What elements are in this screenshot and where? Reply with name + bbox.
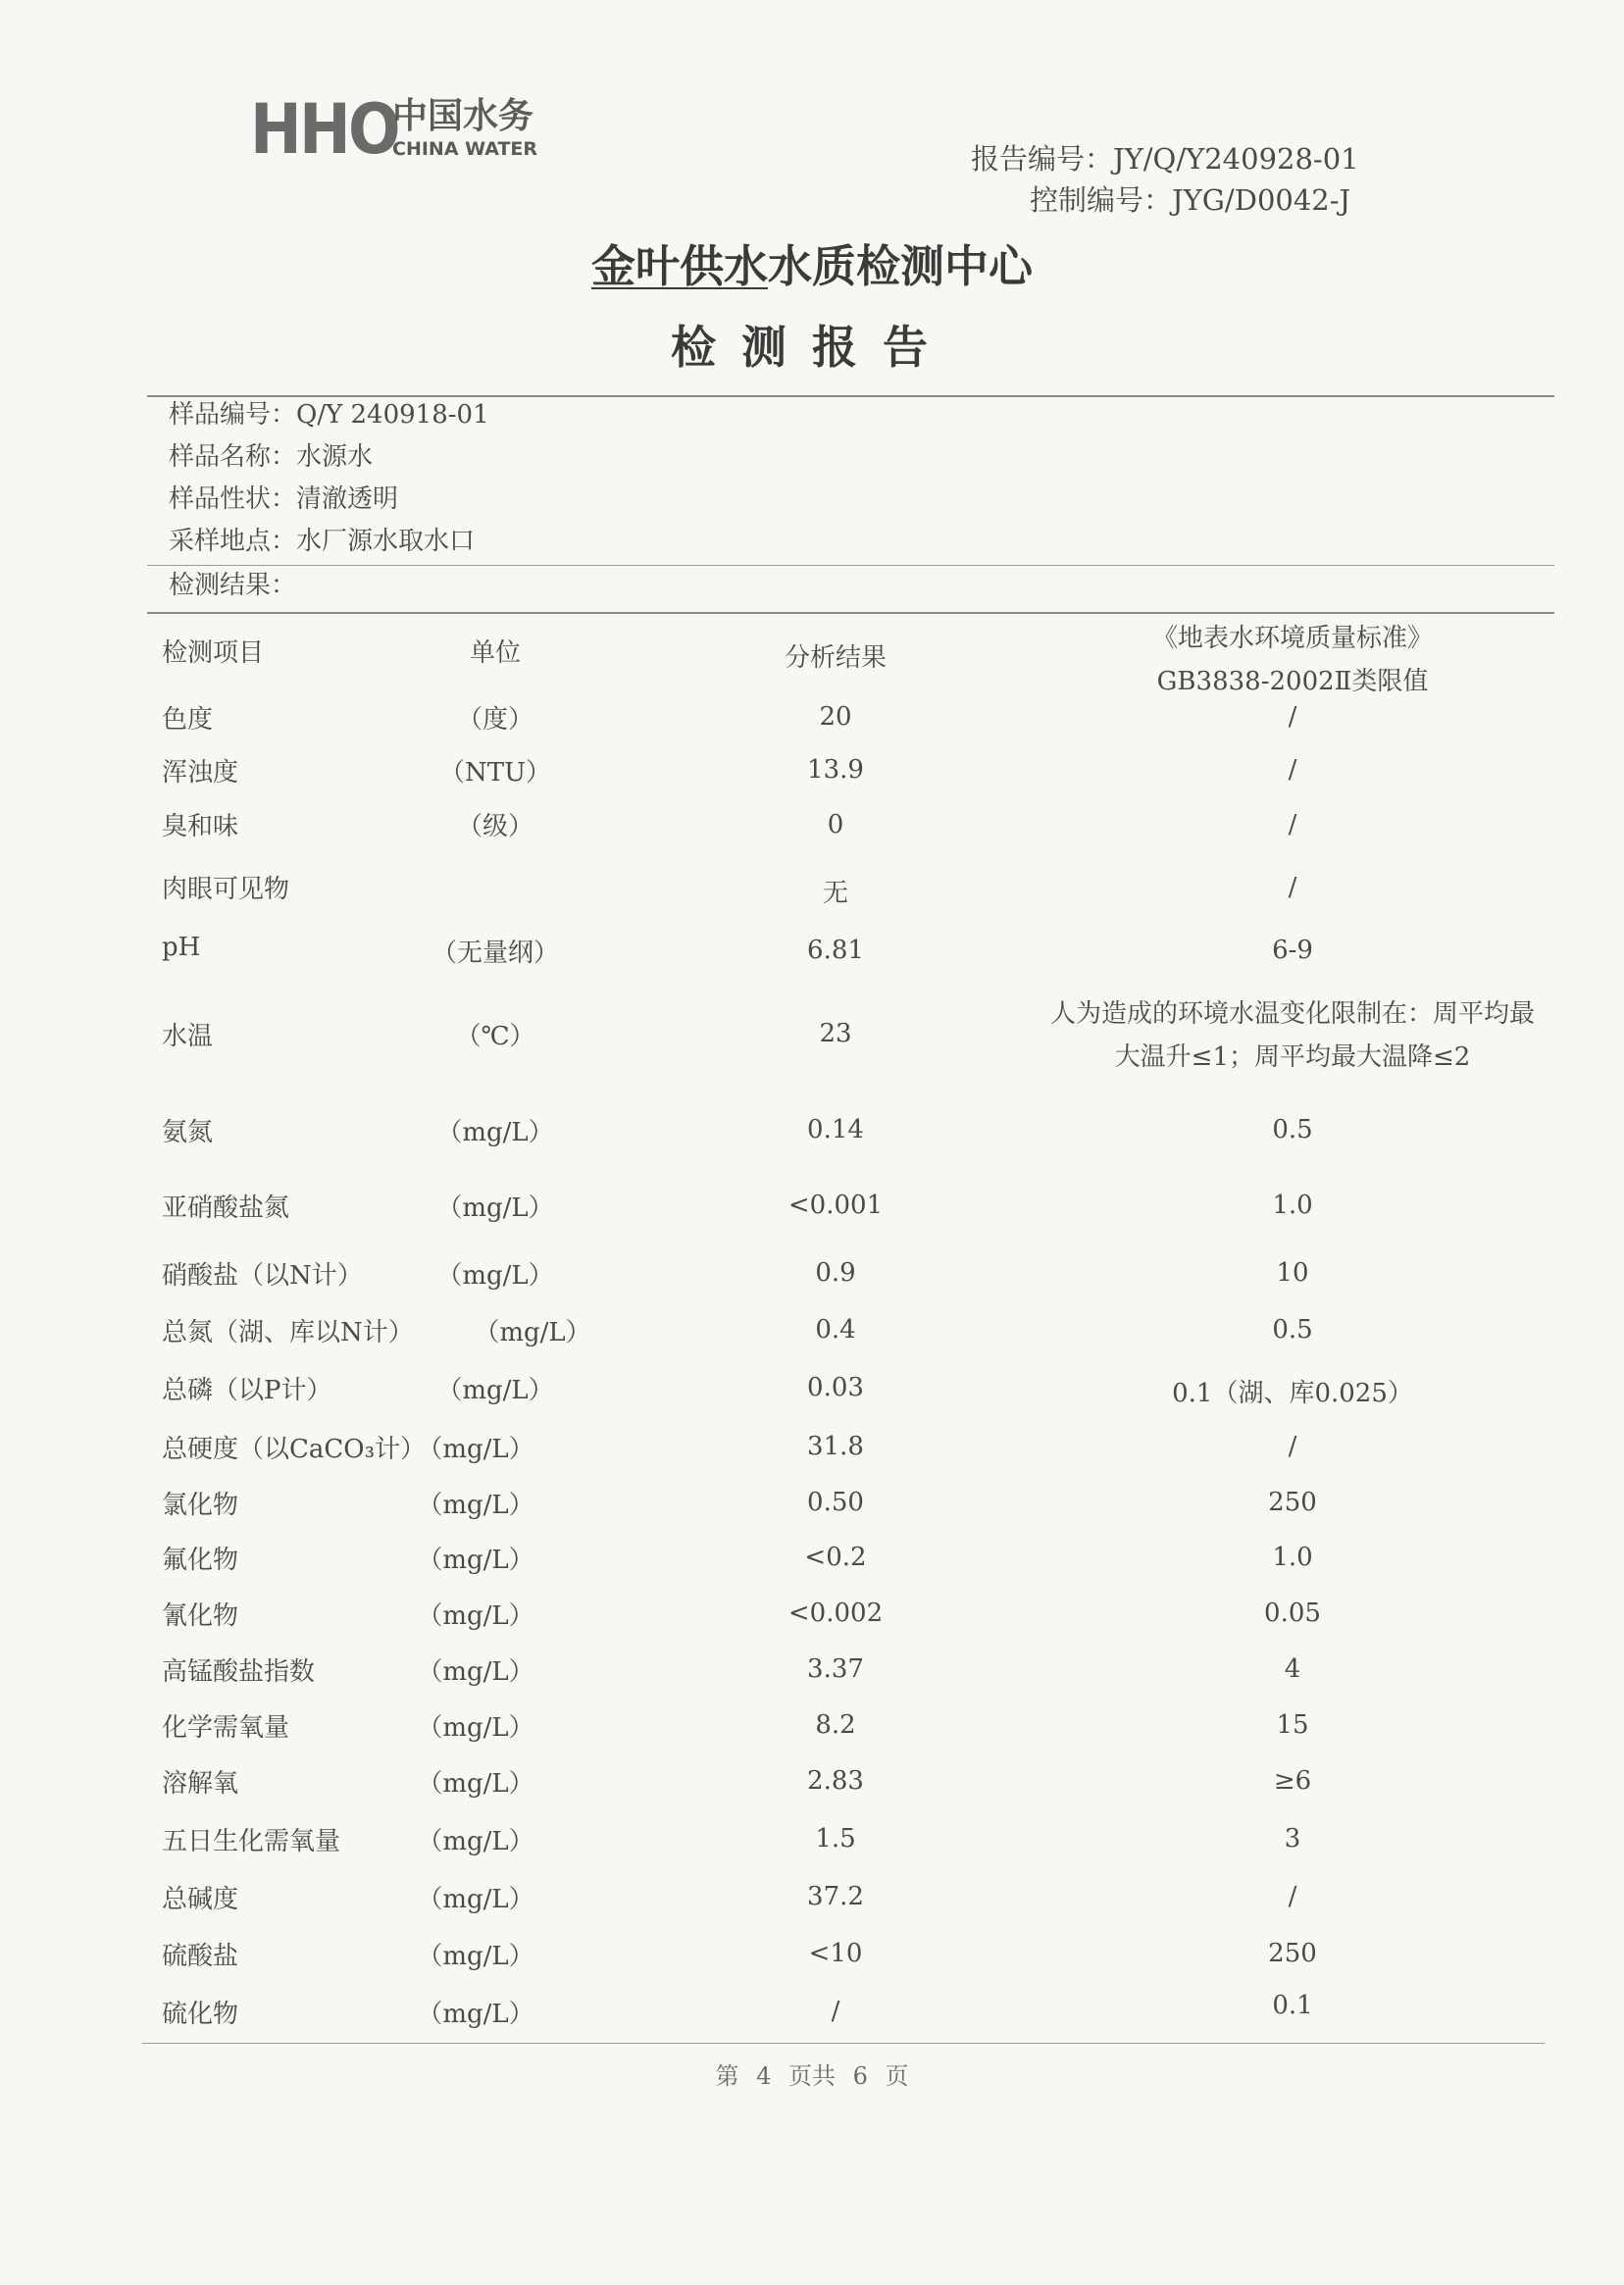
table-cell-unit: （℃） xyxy=(455,1022,535,1051)
table-cell-item: 氨氮 xyxy=(162,1118,214,1147)
table-cell-result: 1.5 xyxy=(815,1824,856,1853)
logo-english-name: CHINA WATER xyxy=(392,138,538,160)
table-cell-result: 0.14 xyxy=(807,1115,864,1144)
table-cell-result: 31.8 xyxy=(807,1432,864,1461)
table-cell-result: <0.001 xyxy=(787,1191,884,1220)
sample-appearance: 样品性状：清澈透明 xyxy=(169,484,399,514)
table-cell-item: 溶解氧 xyxy=(162,1769,239,1799)
table-cell-unit: （mg/L） xyxy=(417,1713,534,1743)
header-result: 分析结果 xyxy=(784,643,887,673)
results-label: 检测结果： xyxy=(169,571,297,600)
table-cell-standard: 0.1 xyxy=(1272,1991,1313,2020)
table-cell-standard: 0.5 xyxy=(1272,1115,1313,1144)
table-cell-unit: （mg/L） xyxy=(436,1376,554,1405)
table-cell-item: 臭和味 xyxy=(162,812,239,841)
table-cell-unit: （mg/L） xyxy=(436,1261,554,1291)
center-name-underlined: 金叶供水 xyxy=(590,240,768,292)
table-cell-unit: （mg/L） xyxy=(417,1546,534,1575)
table-cell-result: 0.4 xyxy=(815,1315,856,1345)
table-cell-unit: （mg/L） xyxy=(417,1435,534,1464)
table-cell-standard: ≥6 xyxy=(1273,1766,1312,1796)
table-cell-item: 氟化物 xyxy=(162,1546,239,1575)
center-name xyxy=(0,230,1624,294)
divider-bottom xyxy=(142,2043,1545,2044)
logo-chinese-name: 中国水务 xyxy=(392,96,534,136)
table-cell-result: 37.2 xyxy=(807,1882,864,1911)
table-cell-item: 色度 xyxy=(162,705,214,735)
table-cell-item: 浑浊度 xyxy=(162,758,239,787)
table-cell-unit: （mg/L） xyxy=(474,1318,591,1347)
sample-location: 采样地点：水厂源水取水口 xyxy=(169,527,476,556)
table-cell-standard: 250 xyxy=(1268,1939,1317,1968)
table-cell-item: 肉眼可见物 xyxy=(162,875,290,904)
table-cell-standard: 0.5 xyxy=(1272,1315,1313,1345)
table-cell-standard: / xyxy=(1288,702,1297,732)
table-cell-unit: （NTU） xyxy=(438,758,551,787)
table-cell-item: 氯化物 xyxy=(162,1491,239,1520)
table-cell-standard: 0.1（湖、库0.025） xyxy=(1172,1379,1413,1408)
sample-name: 样品名称：水源水 xyxy=(169,442,374,472)
control-number: 控制编号：JYG/D0042-J xyxy=(1030,183,1351,217)
table-cell-result: 8.2 xyxy=(815,1710,856,1740)
table-cell-result: 0.50 xyxy=(807,1488,864,1517)
divider-results xyxy=(147,612,1554,614)
table-cell-unit: （mg/L） xyxy=(417,1491,534,1520)
sample-id: 样品编号：Q/Y 240918-01 xyxy=(169,400,489,430)
table-cell-result: 0.9 xyxy=(815,1258,856,1288)
table-cell-standard: / xyxy=(1288,810,1297,839)
center-name-rest: 水质检测中心 xyxy=(768,240,1034,292)
table-cell-item: 硝酸盐（以N计） xyxy=(162,1261,363,1291)
table-cell-unit: （mg/L） xyxy=(417,1601,534,1631)
header-item: 检测项目 xyxy=(162,638,265,668)
table-cell-result: 13.9 xyxy=(807,755,864,785)
table-cell-result: 20 xyxy=(819,702,852,732)
table-cell-unit: （mg/L） xyxy=(436,1193,554,1223)
table-cell-item: 高锰酸盐指数 xyxy=(162,1657,316,1687)
header-unit: 单位 xyxy=(469,638,521,668)
table-cell-item: 水温 xyxy=(162,1022,214,1051)
table-cell-result: 0 xyxy=(827,810,844,839)
table-cell-unit: （mg/L） xyxy=(417,1942,534,1971)
table-cell-result: 无 xyxy=(822,879,848,908)
table-cell-standard: / xyxy=(1288,1882,1297,1911)
table-cell-item: pH xyxy=(162,933,201,962)
header-standard-line2: GB3838-2002Ⅱ类限值 xyxy=(1156,667,1429,696)
header-standard-line1: 《地表水环境质量标准》 xyxy=(1151,624,1433,653)
table-cell-unit: （mg/L） xyxy=(417,2000,534,2029)
table-cell-standard: 250 xyxy=(1268,1488,1317,1517)
table-cell-standard: / xyxy=(1288,1432,1297,1461)
table-cell-standard: 1.0 xyxy=(1272,1191,1313,1220)
table-cell-unit: （无量纲） xyxy=(431,939,559,968)
table-cell-standard: 1.0 xyxy=(1272,1543,1313,1572)
table-cell-result: 2.83 xyxy=(807,1766,864,1796)
divider-mid xyxy=(147,565,1554,566)
table-cell-unit: （级） xyxy=(456,812,533,841)
report-title: 检测报告 xyxy=(671,321,953,374)
table-cell-item: 硫化物 xyxy=(162,2000,239,2029)
page-footer: 第 4 页共 6 页 xyxy=(715,2062,909,2090)
table-cell-unit: （mg/L） xyxy=(436,1118,554,1147)
table-cell-result: 0.03 xyxy=(807,1373,864,1402)
table-cell-item: 硫酸盐 xyxy=(162,1942,239,1971)
table-cell-standard: 10 xyxy=(1276,1258,1309,1288)
table-cell-standard: 4 xyxy=(1284,1654,1301,1684)
report-number: 报告编号：JY/Q/Y240928-01 xyxy=(971,142,1359,176)
table-cell-item: 总硬度（以CaCO₃计） xyxy=(162,1435,427,1464)
table-cell-item: 总氮（湖、库以N计） xyxy=(162,1318,414,1347)
table-cell-result: 6.81 xyxy=(807,936,864,965)
table-cell-unit: （mg/L） xyxy=(417,1657,534,1687)
table-cell-standard: / xyxy=(1288,873,1297,902)
table-cell-unit: （mg/L） xyxy=(417,1827,534,1856)
table-cell-item: 氰化物 xyxy=(162,1601,239,1631)
table-cell-unit: （度） xyxy=(456,705,533,735)
table-cell-unit: （mg/L） xyxy=(417,1885,534,1914)
table-cell-result: 23 xyxy=(819,1019,852,1048)
table-cell-item: 总磷（以P计） xyxy=(162,1376,332,1405)
table-cell-standard: 人为造成的环境水温变化限制在：周平均最大温升≤1；周平均最大温降≤2 xyxy=(1049,999,1535,1072)
table-cell-item: 亚硝酸盐氮 xyxy=(162,1193,290,1223)
table-cell-result: / xyxy=(831,1997,840,2026)
table-cell-standard: 0.05 xyxy=(1264,1599,1321,1628)
table-cell-result: <10 xyxy=(808,1939,863,1968)
logo-mark: HHO xyxy=(250,89,398,170)
table-cell-result: <0.002 xyxy=(787,1599,884,1628)
table-cell-unit: （mg/L） xyxy=(417,1769,534,1799)
table-cell-result: 3.37 xyxy=(807,1654,864,1684)
table-cell-item: 化学需氧量 xyxy=(162,1713,290,1743)
table-cell-item: 五日生化需氧量 xyxy=(162,1827,341,1856)
table-cell-result: <0.2 xyxy=(804,1543,867,1572)
table-cell-standard: 3 xyxy=(1284,1824,1301,1853)
table-cell-standard: 15 xyxy=(1276,1710,1309,1740)
table-cell-standard: 6-9 xyxy=(1272,936,1313,965)
table-cell-item: 总碱度 xyxy=(162,1885,239,1914)
table-cell-standard: / xyxy=(1288,755,1297,785)
